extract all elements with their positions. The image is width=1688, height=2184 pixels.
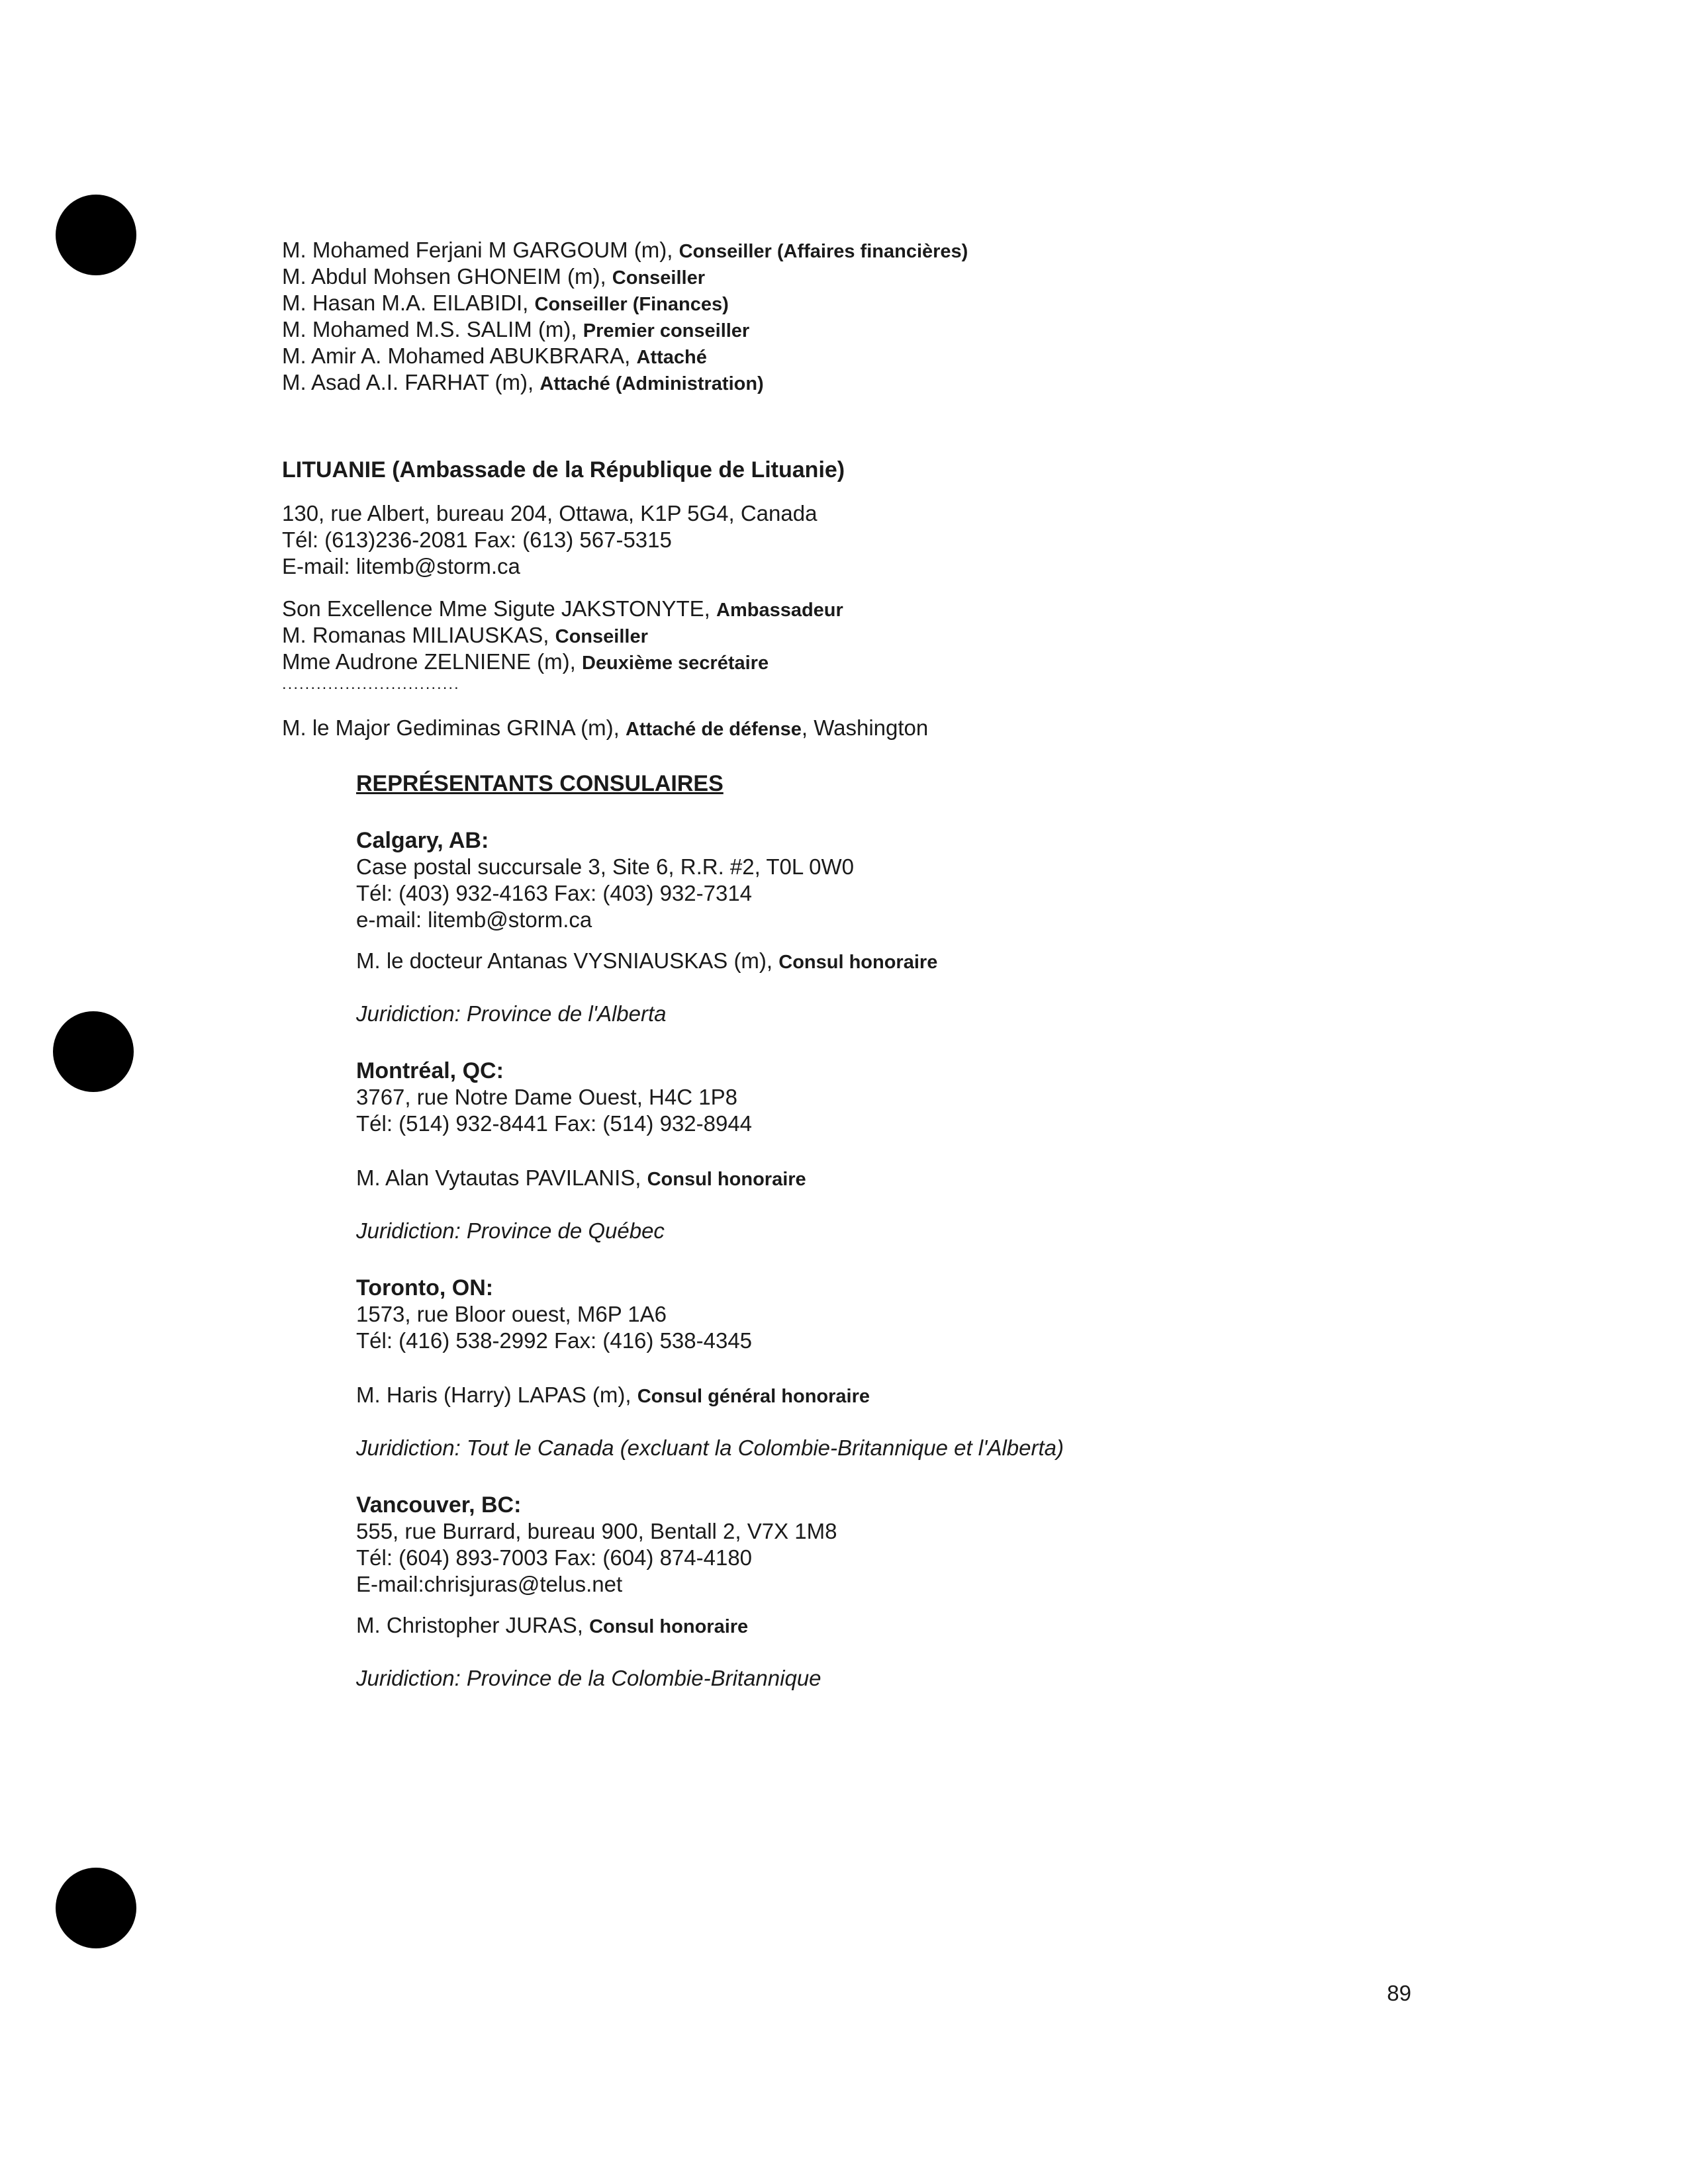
- staff-role: Attaché de défense: [625, 719, 802, 740]
- staff-line: [282, 237, 968, 265]
- consulate-city: Montréal, QC:: [356, 1058, 504, 1083]
- consul-line: [356, 1165, 806, 1193]
- staff-line: [282, 316, 749, 344]
- consul-role: Consul honoraire: [589, 1616, 749, 1637]
- consulate-jurisdiction: Juridiction: Province de l'Alberta: [356, 1001, 667, 1026]
- staff-role: Conseiller (Affaires financières): [679, 241, 968, 262]
- consulate-phone: Tél: (604) 893-7003 Fax: (604) 874-4180: [356, 1545, 753, 1570]
- consular-heading: REPRÉSENTANTS CONSULAIRES: [356, 771, 724, 796]
- consulate-phone: Tél: (416) 538-2992 Fax: (416) 538-4345: [356, 1328, 753, 1353]
- staff-name: M. Hasan M.A. EILABIDI,: [282, 291, 535, 315]
- consul-name: M. Alan Vytautas PAVILANIS,: [356, 1165, 647, 1190]
- staff-line: [282, 343, 707, 371]
- staff-line: [282, 290, 729, 318]
- consul-name: M. Haris (Harry) LAPAS (m),: [356, 1383, 637, 1407]
- page-number: 89: [1387, 1981, 1411, 2005]
- staff-location: , Washington: [801, 715, 929, 740]
- consul-role: Consul général honoraire: [637, 1386, 870, 1407]
- country-heading: LITUANIE (Ambassade de la République de Lituanie): [282, 457, 845, 482]
- staff-name: M. le Major Gediminas GRINA (m),: [282, 715, 626, 740]
- consulate-address: 3767, rue Notre Dame Ouest, H4C 1P8: [356, 1085, 737, 1109]
- consul-name: M. le docteur Antanas VYSNIAUSKAS (m),: [356, 948, 779, 973]
- staff-name: M. Amir A. Mohamed ABUKBRARA,: [282, 343, 637, 368]
- staff-role: Conseiller (Finances): [534, 294, 729, 315]
- staff-name: M. Mohamed Ferjani M GARGOUM (m),: [282, 238, 679, 262]
- consulate-address: 555, rue Burrard, bureau 900, Bentall 2, V7X 1M8: [356, 1519, 837, 1543]
- consulate-city: Toronto, ON:: [356, 1275, 494, 1300]
- consulate-email: E-mail:chrisjuras@telus.net: [356, 1572, 623, 1596]
- consul-line: [356, 948, 937, 976]
- staff-line: [282, 622, 648, 650]
- consulate-phone: Tél: (403) 932-4163 Fax: (403) 932-7314: [356, 881, 753, 905]
- consul-role: Consul honoraire: [647, 1169, 806, 1190]
- staff-role: Attaché (Administration): [539, 373, 764, 394]
- staff-role: Conseiller: [612, 267, 706, 289]
- consul-line: [356, 1382, 870, 1410]
- consulate-city: Calgary, AB:: [356, 828, 489, 853]
- staff-role: Ambassadeur: [716, 600, 843, 621]
- consulate-email: e-mail: litemb@storm.ca: [356, 907, 592, 932]
- consulate-jurisdiction: Juridiction: Province de Québec: [356, 1218, 665, 1243]
- staff-name: Son Excellence Mme Sigute JAKSTONYTE,: [282, 596, 716, 621]
- consulate-address: Case postal succursale 3, Site 6, R.R. #2, T0L 0W0: [356, 854, 855, 879]
- staff-name: M. Mohamed M.S. SALIM (m),: [282, 317, 583, 341]
- consul-role: Consul honoraire: [778, 952, 938, 973]
- defense-attache-line: [282, 715, 928, 743]
- staff-role: Conseiller: [555, 626, 648, 647]
- consul-line: [356, 1612, 748, 1640]
- embassy-address: 130, rue Albert, bureau 204, Ottawa, K1P 5G4, Canada: [282, 501, 818, 525]
- staff-name: M. Abdul Mohsen GHONEIM (m),: [282, 264, 612, 289]
- embassy-email: E-mail: litemb@storm.ca: [282, 554, 520, 578]
- staff-role: Attaché: [636, 347, 707, 368]
- staff-role: Deuxième secrétaire: [581, 653, 769, 674]
- staff-name: M. Asad A.I. FARHAT (m),: [282, 370, 540, 394]
- consulate-city: Vancouver, BC:: [356, 1492, 522, 1518]
- consulate-phone: Tél: (514) 932-8441 Fax: (514) 932-8944: [356, 1111, 753, 1136]
- staff-line: [282, 263, 705, 291]
- consulate-jurisdiction: Juridiction: Tout le Canada (excluant la Colombie-Britannique et l'Alberta): [356, 1435, 1064, 1460]
- consulate-jurisdiction: Juridiction: Province de la Colombie-Britannique: [356, 1666, 821, 1690]
- staff-name: Mme Audrone ZELNIENE (m),: [282, 649, 582, 674]
- consul-name: M. Christopher JURAS,: [356, 1613, 590, 1637]
- separator-dots: ...............................: [282, 675, 460, 693]
- staff-name: M. Romanas MILIAUSKAS,: [282, 623, 555, 647]
- staff-role: Premier conseiller: [583, 320, 750, 341]
- consulate-address: 1573, rue Bloor ouest, M6P 1A6: [356, 1302, 667, 1326]
- embassy-phone: Tél: (613)236-2081 Fax: (613) 567-5315: [282, 527, 672, 552]
- staff-line: [282, 369, 764, 397]
- staff-line: [282, 596, 843, 623]
